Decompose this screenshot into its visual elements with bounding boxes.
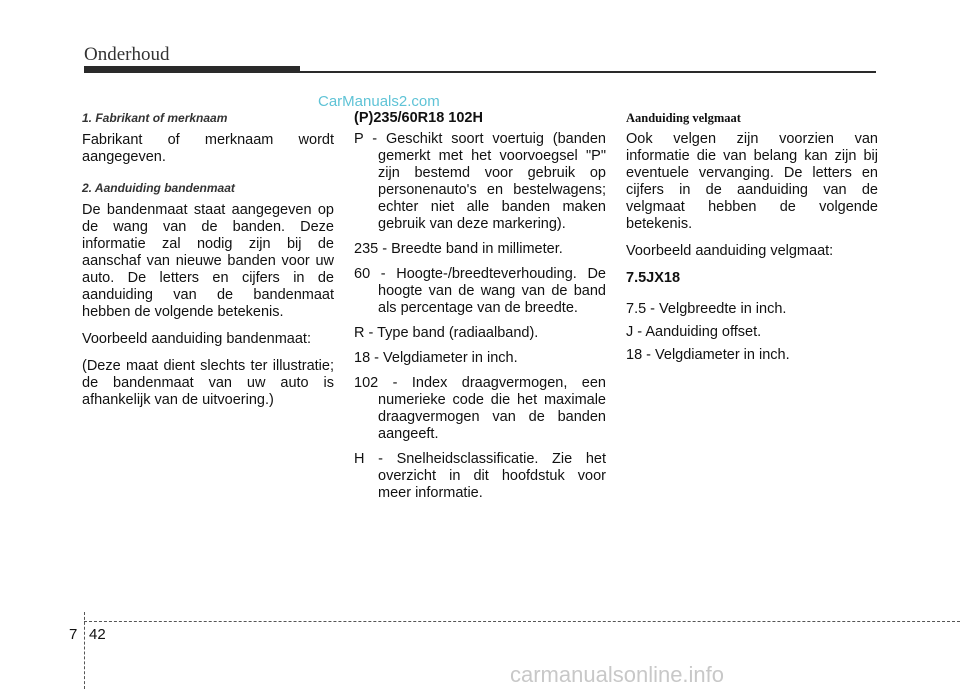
paragraph-rim-example-label: Voorbeeld aanduiding velgmaat: — [626, 243, 834, 259]
rim-code-item: 18 - Velgdiameter in inch. — [626, 347, 790, 363]
column-1 — [82, 110, 334, 419]
section-heading-manufacturer: 1. Fabrikant of merknaam — [82, 111, 228, 125]
watermark-bottom: carmanualsonline.info — [510, 662, 725, 687]
tire-code-item: 18 - Velgdiameter in inch. — [354, 350, 518, 366]
footer-divider — [84, 612, 85, 689]
tire-code-item: P - Geschikt soort voertuig (banden gemerkt met het voorvoegsel "P" zijn bestemd voor gebruik op personenauto's en bestelwagens; echter niet alle banden maken gebruik van deze markering). — [354, 131, 606, 232]
paragraph-manufacturer: Fabrikant of merknaam wordt aangegeven. — [82, 132, 334, 165]
page-section-number: 7 — [69, 626, 78, 643]
tire-code-item: 102 - Index draagvermogen, een numerieke code die het maximale draagvermogen van de banden aangeeft. — [354, 375, 606, 442]
column-3 — [626, 110, 878, 370]
tire-code-item: 60 - Hoogte-/breedteverhouding. De hoogte van de wang van de band als percentage van de breedte. — [354, 266, 606, 316]
footer-rule — [84, 621, 960, 622]
rim-size-example: 7.5JX18 — [626, 270, 681, 286]
page-number: 42 — [89, 626, 106, 643]
paragraph-rim-size: Ook velgen zijn voorzien van informatie die van belang kan zijn bij eventuele vervanging. De letters en cijfers in de aanduiding van de velgmaat hebben de volgende betekenis. — [626, 131, 878, 232]
paragraph-tire-size: De bandenmaat staat aangegeven op de wang van de banden. Deze informatie zal nodig zijn bij de aanschaf van nieuwe banden voor uw auto. De letters en cijfers in de aanduiding van de bandenmaat hebben de volgende betekenis. — [82, 202, 334, 320]
section-heading-tire-size: 2. Aanduiding bandenmaat — [82, 181, 235, 195]
tire-size-example: (P)235/60R18 102H — [354, 110, 483, 126]
rim-code-item: J - Aanduiding offset. — [626, 324, 762, 340]
watermark-top: CarManuals2.com — [318, 93, 440, 110]
page-header-title: Onderhoud — [84, 44, 170, 65]
paragraph-illustration-note: (Deze maat dient slechts ter illustratie; de bandenmaat van uw auto is afhankelijk van de uitvoering.) — [82, 358, 334, 408]
rim-code-item: 7.5 - Velgbreedte in inch. — [626, 301, 787, 317]
paragraph-example-label: Voorbeeld aanduiding bandenmaat: — [82, 331, 311, 347]
tire-code-item: 235 - Breedte band in millimeter. — [354, 241, 563, 257]
column-2 — [354, 110, 606, 510]
header-rule-thin — [84, 71, 876, 73]
section-heading-rim-size: Aanduiding velgmaat — [626, 111, 741, 125]
tire-code-item: H - Snelheidsclassificatie. Zie het overzicht in dit hoofdstuk voor meer informatie. — [354, 451, 606, 501]
tire-code-item: R - Type band (radiaalband). — [354, 325, 539, 341]
